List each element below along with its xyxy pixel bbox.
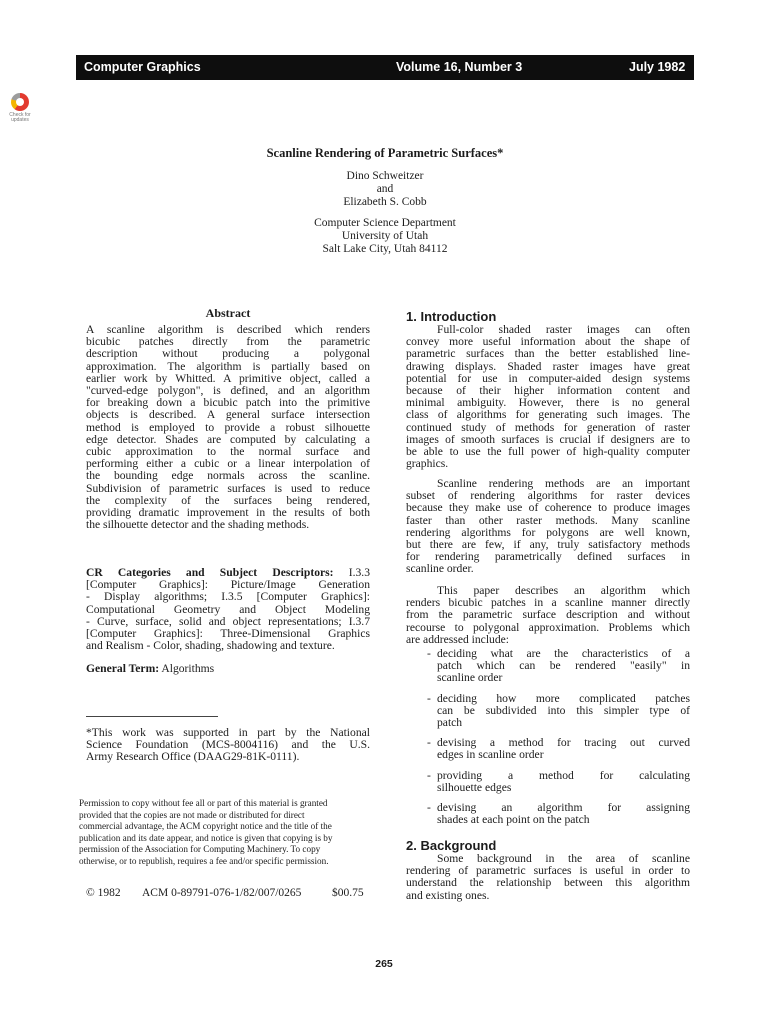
intro-line: because they make use of coherence to produce images — [406, 501, 690, 515]
footnote-line: Science Foundation (MCS-8004116) and the U.S. — [86, 738, 370, 752]
background-line: rendering of parametric surfaces is useful in order to — [406, 864, 690, 878]
affiliation-line: Salt Lake City, Utah 84112 — [322, 243, 448, 255]
cr-first-code: I.3.3 — [348, 566, 370, 579]
affiliation-block — [200, 217, 570, 256]
permission-line: otherwise, or to republish, requires a fee and/or specific permission. — [79, 855, 329, 866]
copyright-year: © 1982 — [86, 887, 121, 899]
author-name: Dino Schweitzer — [346, 170, 424, 182]
intro-paragraph-2 — [406, 478, 690, 576]
intro-paragraph-1 — [406, 324, 690, 470]
intro-line: drawing displays. Shaded raster images have great — [406, 359, 690, 373]
cr-line: [Computer Graphics]: Picture/Image Generation — [86, 578, 370, 592]
author-name: Elizabeth S. Cobb — [343, 196, 427, 208]
acm-code: ACM 0-89791-076-1/82/007/0265 — [142, 887, 302, 899]
problem-list — [406, 648, 690, 826]
section-heading-introduction: 1. Introduction — [406, 309, 497, 324]
problem-list-item — [406, 693, 690, 730]
intro-line: continued study of methods for generation of raster — [406, 420, 690, 434]
footnote-line: Army Research Office (DAAG29-81K-0111). — [86, 750, 300, 764]
abstract-line: for breaking down a bicubic patch into the primitive — [86, 396, 370, 410]
problem-item-line: patch — [437, 716, 463, 730]
footnote-rule — [86, 716, 218, 717]
footnote-line: *This work was supported in part by the National — [86, 726, 370, 739]
abstract-line: edge detector. Shades are computed by calculating a — [86, 432, 370, 446]
page-number: 265 — [375, 958, 393, 970]
problem-item-line: edges in scanline order — [437, 748, 544, 762]
problem-item-line: silhouette edges — [437, 780, 512, 794]
intro-line: because of their higher information content and — [406, 384, 690, 398]
problem-list-item — [406, 648, 690, 685]
general-term-value: Algorithms — [161, 662, 215, 675]
problem-item-line: deciding how more complicated patches — [437, 691, 690, 705]
intro-line: This paper describes an algorithm which — [437, 584, 690, 597]
problem-list-item — [406, 802, 690, 826]
intro-line: but there are few, if any, truly satisfactory methods — [406, 538, 690, 552]
problem-item-line: devising a method for tracing out curved — [437, 736, 690, 750]
general-term-label: General Term: — [86, 662, 160, 675]
abstract-line: "curved-edge polygon", is defined, and an algorithm — [86, 384, 370, 398]
abstract-line: A scanline algorithm is described which renders — [86, 323, 370, 336]
abstract-line: providing dramatic improvement in the results of both — [86, 506, 370, 520]
intro-line: Full-color shaded raster images can often — [437, 323, 690, 336]
intro-line: images of smooth surfaces is crucial if designers are to — [406, 432, 690, 446]
author-block — [200, 170, 570, 209]
permission-notice — [79, 798, 371, 868]
permission-line: Permission to copy without fee all or part of this material is granted — [79, 798, 328, 808]
journal-issue: Volume 16, Number 3 — [396, 60, 523, 74]
abstract-line: Subdivision of parametric surfaces is used to reduce — [86, 481, 370, 495]
abstract-line: approximation. The algorithm is partially based on — [86, 359, 370, 373]
journal-header-bar — [76, 55, 694, 80]
affiliation-line: University of Utah — [341, 230, 429, 242]
intro-line: parametric surfaces than the better established line- — [406, 347, 690, 361]
list-dash: - — [427, 801, 431, 815]
background-paragraph — [406, 853, 690, 902]
intro-line: from the parametric surface description and without — [406, 608, 690, 622]
abstract-line: performing either a cubic or a linear interpolation of — [86, 457, 370, 471]
check-for-updates-label: Check for updates — [9, 112, 31, 123]
problem-list-item — [406, 770, 690, 794]
intro-line: rendering algorithms for polygons are well known, — [406, 525, 690, 539]
section-heading-background: 2. Background — [406, 838, 497, 853]
problem-item-line: providing a method for calculating — [437, 768, 690, 782]
abstract-line: earlier work by Whitted. A primitive object, called a — [86, 371, 370, 385]
abstract-line: the bounding edge normals across the scanline. — [86, 469, 370, 483]
background-line: understand the relationship between this algorithm — [406, 876, 690, 890]
author-conjunction: and — [376, 183, 394, 195]
problem-list-item — [406, 737, 690, 761]
intro-line: scanline order. — [406, 562, 474, 576]
list-dash: - — [427, 768, 431, 782]
cr-line: - Display algorithms; I.3.5 [Computer Graphics]: — [86, 590, 370, 604]
intro-line: convey more useful information about the shape of — [406, 335, 690, 349]
intro-line: subset of rendering algorithms for raster devices — [406, 489, 690, 503]
abstract-line: method is employed to provide a robust silhouette — [86, 420, 370, 434]
intro-line: faster than other raster methods. Many scanline — [406, 513, 690, 527]
intro-line: Scanline rendering methods are an important — [437, 477, 690, 490]
paper-title: Scanline Rendering of Parametric Surfaces* — [266, 146, 504, 160]
cr-categories — [86, 567, 370, 652]
intro-line: potential for use in computer-aided design systems — [406, 371, 690, 385]
intro-line: for rendering parametrically defined surfaces in — [406, 550, 690, 564]
affiliation-line: Computer Science Department — [314, 217, 456, 229]
background-line: Some background in the area of scanline — [437, 852, 690, 865]
background-line: and existing ones. — [406, 888, 490, 902]
journal-date: July 1982 — [629, 60, 686, 74]
journal-name: Computer Graphics — [84, 60, 201, 74]
cr-line: - Curve, surface, solid and object representations; I.3.7 — [86, 614, 370, 628]
cr-line: [Computer Graphics]: Three-Dimensional Graphics — [86, 627, 370, 641]
problem-item-line: shades at each point on the patch — [437, 813, 590, 827]
problem-item-line: devising an algorithm for assigning — [437, 801, 690, 815]
list-dash: - — [427, 736, 431, 750]
list-dash: - — [427, 691, 431, 705]
intro-line: are addressed include: — [406, 632, 510, 646]
intro-line: minimal ambiguity. However, there is no general — [406, 396, 690, 410]
footnote — [86, 727, 370, 764]
permission-line: provided that the copies are not made or distributed for direct — [79, 809, 305, 820]
permission-line: publication and its date appear, and notice is given that copying is by — [79, 832, 333, 843]
cr-line: and Realism - Color, shading, shadowing and texture. — [86, 639, 335, 653]
abstract-body — [86, 324, 370, 531]
intro-line: renders bicubic patches in a scanline manner directly — [406, 596, 690, 610]
permission-line: permission of the Association for Computing Machinery. To copy — [79, 844, 321, 855]
check-for-updates-badge[interactable] — [8, 93, 32, 123]
check-for-updates-icon — [11, 93, 29, 111]
problem-item-line: deciding what are the characteristics of a — [437, 647, 690, 660]
abstract-line: the silhouette detector and the shading methods. — [86, 518, 310, 532]
permission-line: commercial advantage, the ACM copyright notice and the title of the — [79, 821, 332, 832]
intro-paragraph-3 — [406, 585, 690, 646]
cr-line: Computational Geometry and Object Modeling — [86, 602, 370, 616]
intro-line: be able to use the full power of high-quality computer — [406, 445, 690, 459]
abstract-line: bicubic patches directly from the parametric — [86, 335, 370, 349]
abstract-line: cubic approximation to the normal surface and — [86, 445, 370, 459]
problem-item-line: can be subdivided into this simpler type of — [437, 703, 690, 717]
price: $00.75 — [332, 887, 364, 899]
general-term — [86, 663, 370, 675]
problem-item-line: scanline order — [437, 671, 503, 685]
abstract-line: description without producing a polygonal — [86, 347, 370, 361]
abstract-line: objects is described. A general surface intersection — [86, 408, 370, 422]
abstract-line: the complexity of the surfaces being rendered, — [86, 493, 370, 507]
abstract-heading: Abstract — [205, 306, 251, 320]
problem-item-line: patch which can be rendered "easily" in — [437, 659, 690, 673]
intro-line: graphics. — [406, 457, 449, 471]
list-dash: - — [427, 647, 431, 660]
cr-label: CR Categories and Subject Descriptors: — [86, 566, 334, 579]
intro-line: class of algorithms for generating such images. The — [406, 408, 690, 422]
intro-line: recourse to polygonal approximation. Problems which — [406, 620, 690, 634]
